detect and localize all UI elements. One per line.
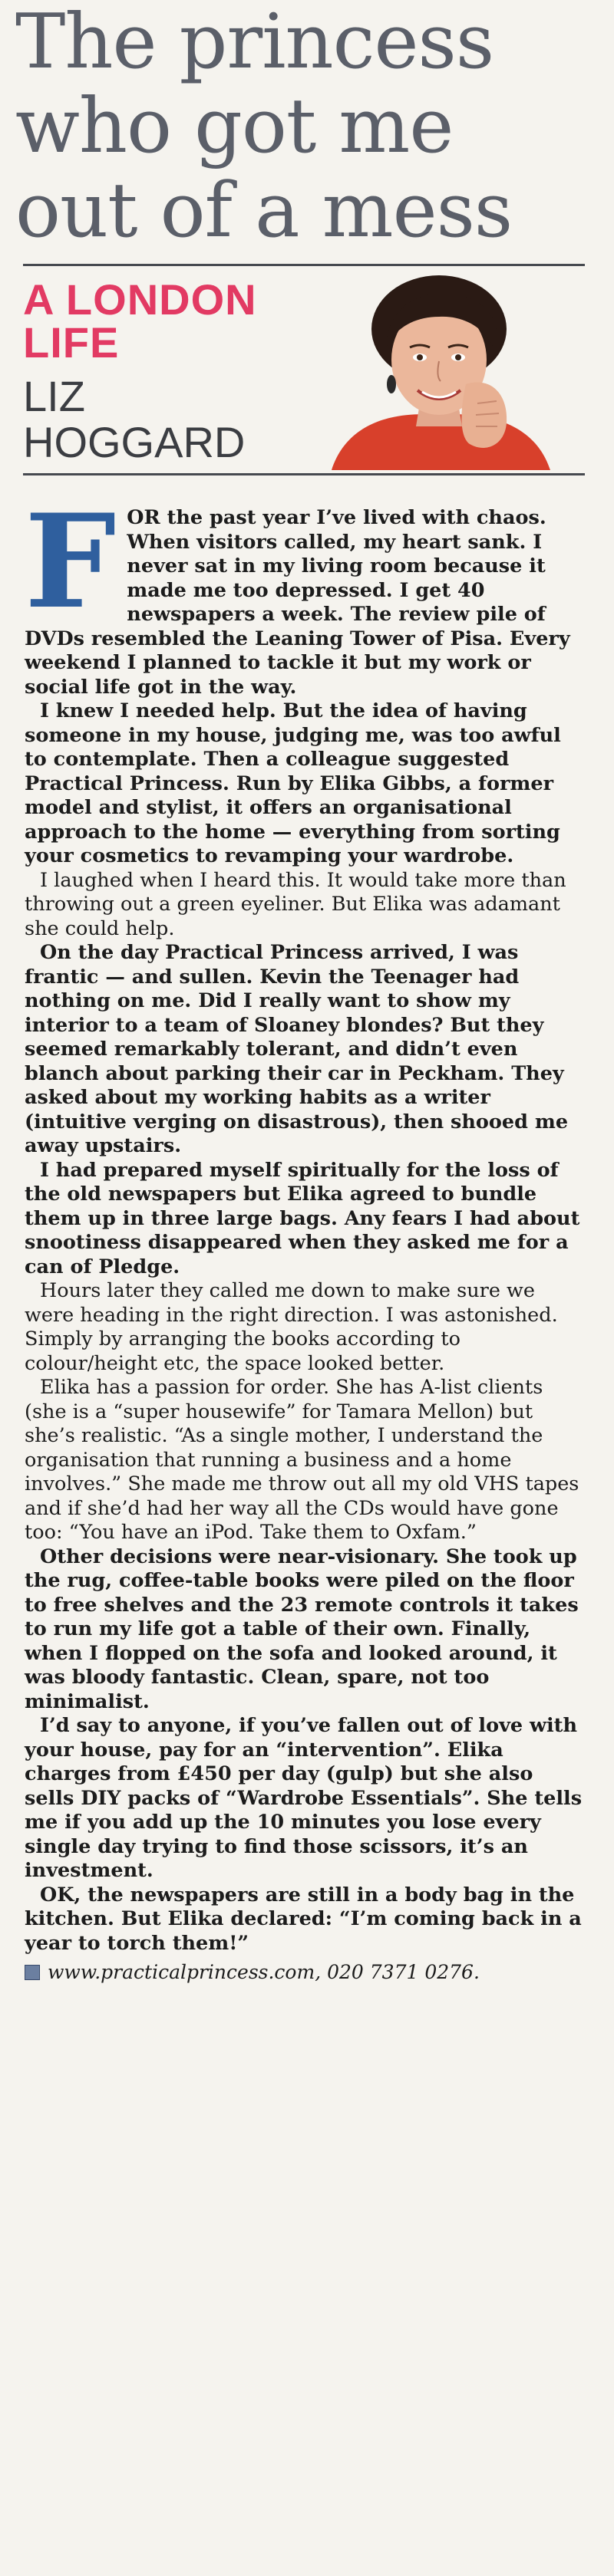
article-paragraph-3: I laughed when I heard this. It would take more than throwing out a green eyeliner. But Elika was adamant she could help.: [25, 868, 566, 940]
author-last-name: HOGGARD: [23, 418, 246, 466]
paragraph-text: OR the past year I’ve lived with chaos. When visitors called, my heart sank. I never sat in my living room because it made me too depressed. I get 40 newspapers a week. The review pile of DVDs resembled the Leaning Tower of Pisa. Every weekend I planned to tackle it but my work or social life got in the way.: [25, 506, 570, 699]
article-footer: [25, 1960, 596, 1985]
article-paragraph-7: Elika has a passion for order. She has A-list clients (she is a “super housewife” for Tamara Mellon) but she’s realistic. “As a single mother, I understand the organisation that running a business and a home involves.” She made me throw out all my old VHS tapes and if she’d had her way all the CDs would have gone too: “You have an iPod. Take them to Oxfam.”: [25, 1376, 579, 1544]
square-bullet-icon: [25, 1965, 40, 1980]
article-paragraph-6: Hours later they called me down to make sure we were heading in the right direction. I was astonished. Simply by arranging the books according to colour/height etc, the space looked better.: [25, 1279, 558, 1375]
bottom-divider: [23, 473, 585, 475]
headline-line-1: The princess: [15, 0, 494, 86]
article-paragraph-2: I knew I needed help. But the idea of having someone in my house, judging me, was too awful to contemplate. Then a colleague suggested Practical Princess. Run by Elika Gibbs, a former model and stylist, it offers an organisational approach to the home — everything from sorting your cosmetics to revamping your wardrobe.: [25, 699, 561, 867]
drop-cap: F: [25, 485, 117, 637]
author-first-name: LIZ: [23, 372, 85, 420]
article-paragraph-9: I’d say to anyone, if you’ve fallen out of love with your house, pay for an “intervention”. Elika charges from £450 per day (gulp) but she also sells DIY packs of “Wardrobe Essentials”. She tells me if you add up the 10 minutes you lose every single day trying to find those scissors, it’s an investment.: [25, 1714, 583, 1882]
contact-info: www.practicalprincess.com, 020 7371 0276.: [48, 1961, 480, 1983]
headline-line-2: who got me: [15, 83, 454, 170]
columnist-header: [23, 266, 585, 473]
article-paragraph-4: On the day Practical Princess arrived, I was frantic — and sullen. Kevin the Teenager had nothing on me. Did I really want to show my interior to a team of Sloaney blondes? But they seemed remarkably tolerant, and didn’t even blanch about parking their car in Peckham. They asked about my working habits as a writer (intuitive verging on disastrous), then shooed me away upstairs.: [25, 941, 569, 1157]
author-name: [23, 373, 245, 466]
article-paragraph-1: [25, 485, 585, 699]
article-paragraph-8: Other decisions were near-visionary. She took up the rug, coffee-table books were piled on the floor to free shelves and the 23 remote controls it takes to run my life got a table of their own. Finally, when I flopped on the sofa and looked around, it was bloody fantastic. Clean, spare, not too minimalist.: [25, 1545, 579, 1713]
article-paragraph-5: I had prepared myself spiritually for the loss of the old newspapers but Elika agreed to bundle them up in three large bags. Any fears I had about snootiness disappeared when they asked me for a can of Pledge.: [25, 1158, 580, 1278]
column-title-line-2: LIFE: [23, 318, 120, 367]
column-title-line-1: A LONDON: [23, 275, 257, 324]
column-title: [23, 275, 257, 367]
author-portrait-illustration: [324, 269, 554, 470]
article-paragraph-10: OK, the newspapers are still in a body bag in the kitchen. But Elika declared: “I’m coming back in a year to torch them!”: [25, 1883, 582, 1955]
headline: [15, 0, 596, 253]
article-body: [25, 485, 585, 1956]
author-portrait: [324, 269, 554, 470]
headline-line-3: out of a mess: [15, 167, 513, 255]
